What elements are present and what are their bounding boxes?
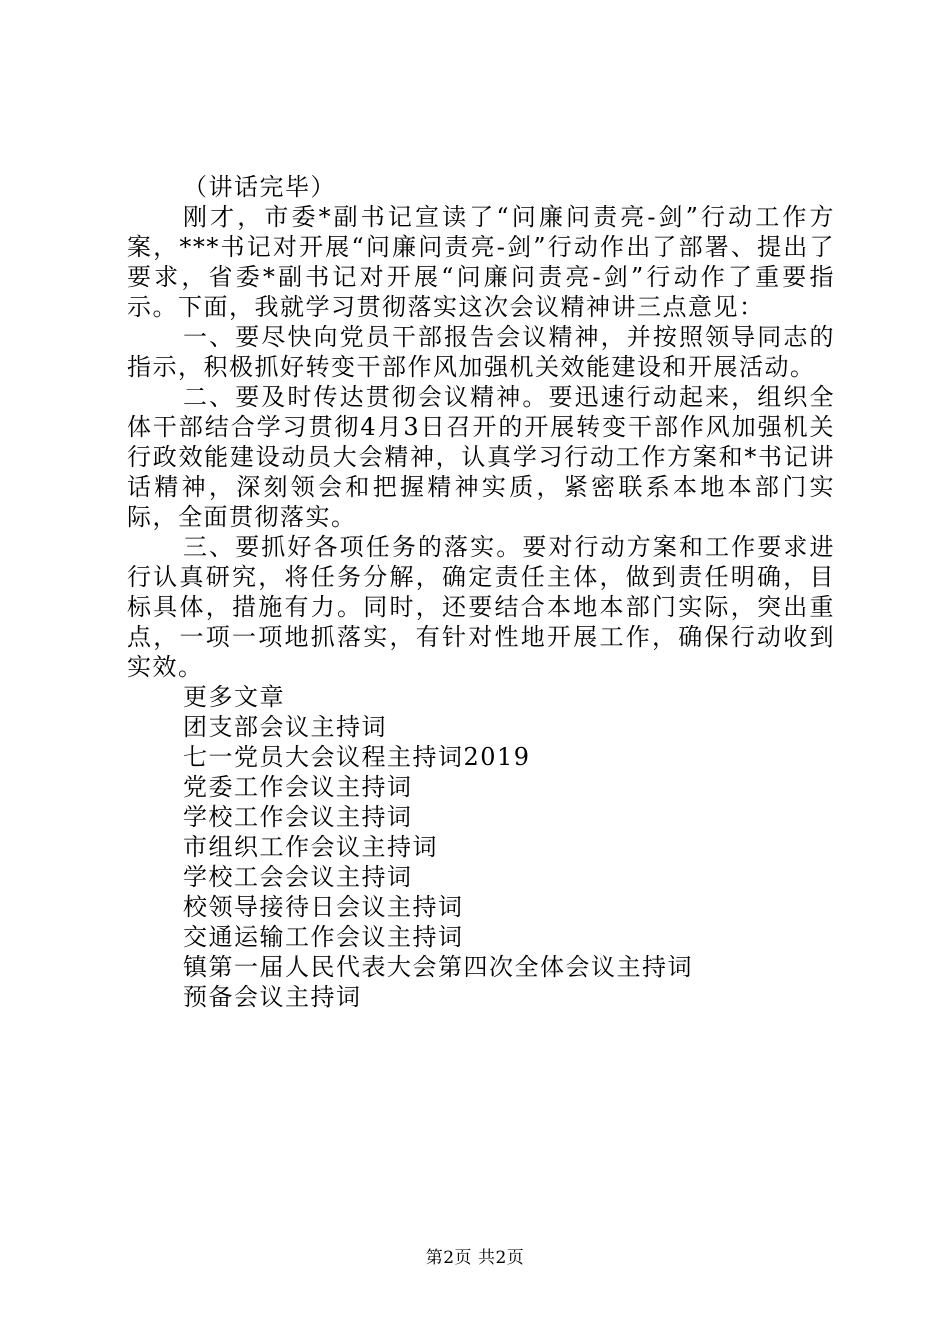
document-body — [127, 172, 835, 1012]
more-article-link[interactable]: 市组织工作会议主持词 — [183, 833, 438, 861]
point-one-paragraph: 一、要尽快向党员干部报告会议精神，并按照领导同志的指示，积极抓好转变干部作风加强机关效能建设和开展活动。 — [127, 323, 835, 381]
point-three-paragraph: 三、要抓好各项任务的落实。要对行动方案和工作要求进行认真研究，将任务分解，确定责任主体，做到责任明确，目标具体，措施有力。同时，还要结合本地本部门实际，突出重点，一项一项地抓落实，有针对性地开展工作，确保行动收到实效。 — [127, 533, 835, 681]
more-article-link[interactable]: 团支部会议主持词 — [183, 713, 387, 741]
more-article-link[interactable]: 学校工作会议主持词 — [183, 803, 413, 831]
more-article-link[interactable]: 镇第一届人民代表大会第四次全体会议主持词 — [183, 953, 693, 981]
more-articles-heading: 更多文章 — [183, 683, 285, 711]
more-article-link[interactable]: 校领导接待日会议主持词 — [183, 893, 464, 921]
page-footer: 第2页 共2页 — [425, 1248, 525, 1268]
closing-note: （讲话完毕） — [183, 173, 336, 201]
more-article-link[interactable]: 交通运输工作会议主持词 — [183, 923, 464, 951]
more-article-link[interactable]: 学校工会会议主持词 — [183, 863, 413, 891]
more-article-link[interactable]: 七一党员大会议程主持词2019 — [183, 743, 531, 771]
more-articles-list — [127, 712, 835, 1012]
intro-paragraph: 刚才，市委*副书记宣读了“问廉问责亮-剑”行动工作方案，***书记对开展“问廉问责亮-剑”行动作出了部署、提出了要求，省委*副书记对开展“问廉问责亮-剑”行动作了重要指示。下面，我就学习贯彻落实这次会议精神讲三点意见： — [127, 203, 835, 321]
more-article-link[interactable]: 预备会议主持词 — [183, 983, 362, 1011]
point-two-paragraph: 二、要及时传达贯彻会议精神。要迅速行动起来，组织全体干部结合学习贯彻4月3日召开的开展转变干部作风加强机关行政效能建设动员大会精神，认真学习行动工作方案和*书记讲话精神，深刻领会和把握精神实质，紧密联系本地本部门实际，全面贯彻落实。 — [127, 383, 835, 531]
more-article-link[interactable]: 党委工作会议主持词 — [183, 773, 413, 801]
